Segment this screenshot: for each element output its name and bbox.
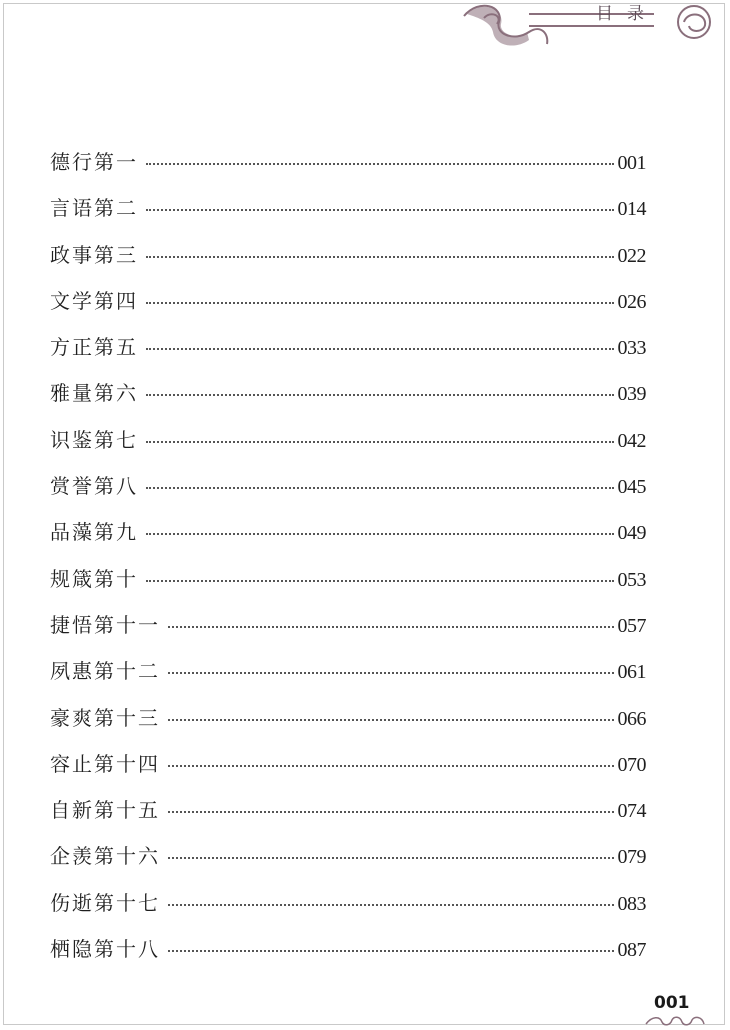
chapter-page-number: 014 (617, 198, 646, 221)
chapter-title: 栖隐第十八 (50, 937, 160, 962)
toc-entry[interactable] (50, 702, 646, 748)
chapter-page-number: 079 (617, 846, 646, 869)
toc-entry[interactable] (50, 748, 646, 794)
chapter-page-number: 001 (617, 152, 646, 174)
toc-entry[interactable] (50, 377, 646, 423)
toc-entry[interactable] (50, 794, 646, 840)
chapter-title: 品藻第九 (50, 520, 138, 545)
toc-entry[interactable] (50, 655, 646, 701)
toc-entry[interactable] (50, 424, 646, 470)
chapter-title: 赏誉第八 (50, 474, 138, 499)
dot-leader (146, 441, 614, 443)
chapter-page-number: 083 (617, 892, 646, 915)
chapter-title: 雅量第六 (50, 381, 138, 406)
chapter-page-number: 033 (617, 337, 646, 360)
dot-leader (168, 811, 614, 813)
dot-leader (146, 209, 614, 211)
toc-entry[interactable] (50, 331, 646, 377)
chapter-title: 方正第五 (50, 335, 138, 360)
chapter-page-number: 066 (617, 707, 646, 730)
dot-leader (168, 626, 614, 628)
chapter-page-number: 074 (617, 800, 646, 823)
dot-leader (146, 256, 614, 258)
toc-entry[interactable] (50, 192, 646, 238)
dot-leader (168, 719, 614, 721)
chapter-page-number: 039 (617, 383, 646, 406)
chapter-page-number: 049 (617, 522, 646, 545)
dot-leader (168, 857, 614, 859)
table-of-contents (50, 146, 646, 979)
chapter-page-number: 057 (617, 614, 646, 637)
toc-entry[interactable] (50, 609, 646, 655)
chapter-title: 夙惠第十二 (50, 659, 160, 684)
footer-scroll-ornament (644, 1014, 706, 1028)
toc-entry[interactable] (50, 933, 646, 979)
chapter-page-number: 022 (617, 244, 646, 267)
dot-leader (146, 348, 614, 350)
chapter-page-number: 087 (617, 939, 646, 962)
dot-leader (146, 394, 614, 396)
toc-entry[interactable] (50, 516, 646, 562)
chapter-title: 自新第十五 (50, 798, 160, 823)
chapter-title: 德行第一 (50, 150, 138, 174)
dot-leader (168, 950, 614, 952)
toc-entry[interactable] (50, 239, 646, 285)
chapter-page-number: 053 (617, 568, 646, 591)
toc-entry[interactable] (50, 563, 646, 609)
page-header-title: 目录 (596, 4, 658, 24)
chapter-title: 文学第四 (50, 288, 138, 313)
chapter-page-number: 042 (617, 429, 646, 452)
chapter-page-number: 045 (617, 476, 646, 499)
chapter-title: 伤逝第十七 (50, 890, 160, 915)
dot-leader (168, 904, 614, 906)
toc-entry[interactable] (50, 470, 646, 516)
chapter-title: 识鉴第七 (50, 427, 138, 452)
chapter-title: 规箴第十 (50, 566, 138, 591)
chapter-title: 言语第二 (50, 196, 138, 221)
page-number: 001 (654, 993, 690, 1013)
dot-leader (168, 765, 614, 767)
chapter-page-number: 026 (617, 290, 646, 313)
toc-entry[interactable] (50, 887, 646, 933)
dot-leader (146, 487, 614, 489)
dot-leader (146, 163, 614, 165)
chapter-title: 容止第十四 (50, 751, 160, 776)
toc-entry[interactable] (50, 840, 646, 886)
toc-entry[interactable] (50, 146, 646, 192)
dot-leader (146, 533, 614, 535)
dot-leader (168, 672, 614, 674)
chapter-title: 企羡第十六 (50, 844, 160, 869)
chapter-page-number: 070 (617, 753, 646, 776)
book-page (3, 3, 725, 1025)
dot-leader (146, 580, 614, 582)
dot-leader (146, 302, 614, 304)
chapter-title: 政事第三 (50, 242, 138, 267)
chapter-title: 豪爽第十三 (50, 705, 160, 730)
chapter-title: 捷悟第十一 (50, 612, 160, 637)
toc-entry[interactable] (50, 285, 646, 331)
chapter-page-number: 061 (617, 661, 646, 684)
